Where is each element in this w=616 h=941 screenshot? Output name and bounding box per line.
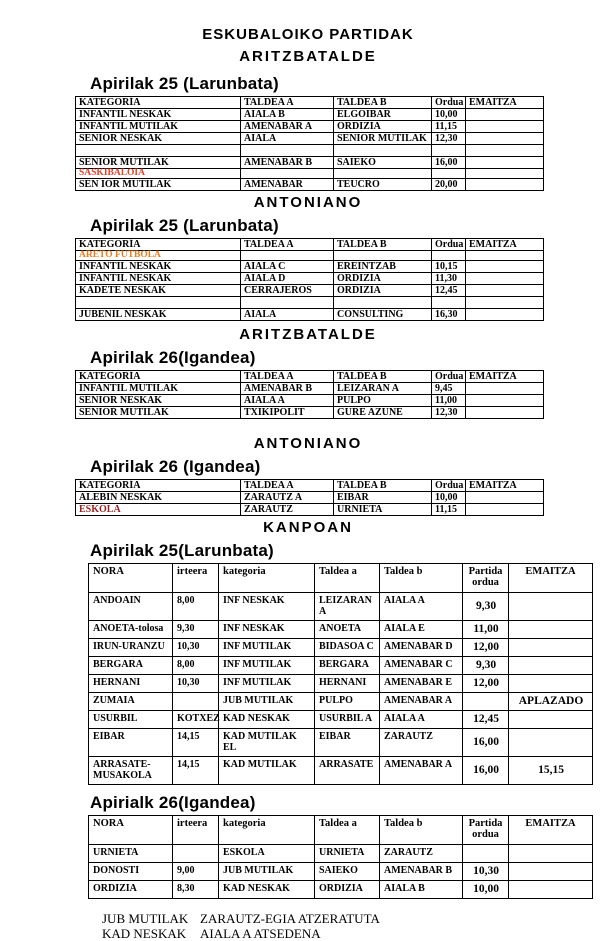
table-cell: 9,30 (463, 657, 509, 675)
table-cell: ORDIZIA (315, 881, 380, 899)
table-cell: SASKIBALOIA (76, 169, 241, 179)
table-cell: ESKOLA (219, 845, 315, 863)
column-header: NORA (89, 564, 173, 593)
table-cell: 9,30 (463, 593, 509, 621)
table-cell (509, 675, 593, 693)
table-cell: 14,15 (173, 729, 219, 757)
column-header: TALDEA B (334, 371, 432, 383)
table-cell (466, 297, 544, 309)
table-cell: 10,15 (432, 261, 466, 273)
column-header: TALDEA A (241, 239, 334, 251)
venue-title-aritzbatalde-apr26: ARITZBATALDE (239, 326, 377, 343)
column-header: KATEGORÍA (76, 480, 241, 492)
table-row (76, 407, 544, 419)
table-row (76, 285, 544, 297)
table-cell (76, 145, 241, 157)
footer-note-jub-mutilak (102, 911, 616, 926)
table-cell: AIALA E (380, 621, 463, 639)
table-cell (173, 845, 219, 863)
table-cell: KAD MUTILAK (219, 757, 315, 785)
table-cell (463, 845, 509, 863)
table-cell: 12,45 (463, 711, 509, 729)
table-cell: 11,00 (463, 621, 509, 639)
table-cell (466, 383, 544, 395)
table-row (89, 675, 593, 693)
table-cell (76, 297, 241, 309)
table-cell: IRUN-URANZU (89, 639, 173, 657)
away-matches-table-apr26 (88, 815, 593, 899)
table-cell: 10,30 (173, 639, 219, 657)
table-row (76, 273, 544, 285)
footer-note-text: ZARAUTZ-EGIA ATZERATUTA (200, 911, 380, 926)
table-cell (432, 297, 466, 309)
table-cell: ELGOIBAR (334, 109, 432, 121)
header-row (76, 371, 544, 383)
table-cell: AMENABAR B (241, 157, 334, 169)
table-cell: EIBAR (315, 729, 380, 757)
table-cell: KADETE NESKAK (76, 285, 241, 297)
table-cell: AIALA D (241, 273, 334, 285)
table-cell (466, 504, 544, 516)
table-cell: INF MUTILAK (219, 639, 315, 657)
table-cell: AIALA (241, 133, 334, 145)
column-header: kategoria (219, 564, 315, 593)
venue-title-aritzbatalde-apr25: ARITZBATALDE (239, 48, 377, 65)
table-row (89, 757, 593, 785)
table-cell: KAD NESKAK (219, 881, 315, 899)
table-cell: AIALA B (380, 881, 463, 899)
table-cell: URNIETA (315, 845, 380, 863)
column-header: Partida ordua (463, 816, 509, 845)
table-cell: ORDIZIA (334, 285, 432, 297)
table-cell: AMENABAR B (241, 383, 334, 395)
table-cell: EIBAR (89, 729, 173, 757)
table-cell: AIALA B (241, 109, 334, 121)
column-header: TALDEA A (241, 371, 334, 383)
table-cell (509, 729, 593, 757)
footer-note-text: AIALA A ATSEDENA (200, 926, 321, 941)
table-cell: 9,45 (432, 383, 466, 395)
page-title: ESKUBALOIKO PARTIDAK (202, 26, 414, 43)
table-cell: ANOETA-tolosa (89, 621, 173, 639)
table-row (89, 729, 593, 757)
date-heading-apr25-larunbata-2: Apirilak 25 (Larunbata) (90, 216, 279, 235)
table-cell: ORDIZIA (334, 121, 432, 133)
column-header: Ordua (432, 239, 466, 251)
table-cell: SENIOR MUTILAK (76, 157, 241, 169)
table-cell: 11,30 (432, 273, 466, 285)
table-row (76, 179, 544, 191)
table-cell: HERNANI (315, 675, 380, 693)
table-row (76, 133, 544, 145)
column-header: KATEGORÍA (76, 239, 241, 251)
table-cell: SENIOR MUTILAK (334, 133, 432, 145)
table-cell: ORDIZIA (334, 273, 432, 285)
table-cell: GURE AZUNE (334, 407, 432, 419)
table-cell: AIALA A (380, 593, 463, 621)
table-cell: AMENABAR C (380, 657, 463, 675)
matches-table-aritzbatalde-apr26 (75, 370, 544, 419)
table-cell: INFANTIL NESKAK (76, 273, 241, 285)
table-cell: INFANTIL NESKAK (76, 109, 241, 121)
table-cell: AMENABAR A (380, 693, 463, 711)
date-heading-kanpoan-apr26: Apirialk 26(Igandea) (90, 793, 256, 812)
table-cell (466, 309, 544, 321)
table-cell: ARRASATE (315, 757, 380, 785)
column-header: EMAITZA (466, 371, 544, 383)
table-row (89, 863, 593, 881)
table-row (76, 261, 544, 273)
matches-table-antoniano-apr25 (75, 238, 544, 321)
table-cell: URNIETA (89, 845, 173, 863)
table-cell: 11,15 (432, 121, 466, 133)
table-cell: ZUMAIA (89, 693, 173, 711)
column-header: Ordua (432, 480, 466, 492)
table-cell (334, 145, 432, 157)
table-cell: 14,15 (173, 757, 219, 785)
column-header: irteera (173, 564, 219, 593)
table-cell: AIALA A (241, 395, 334, 407)
date-heading-apr26-igandea-2: Apirilak 26 (Igandea) (90, 457, 261, 476)
column-header: Partida ordua (463, 564, 509, 593)
table-cell (466, 169, 544, 179)
table-cell: PULPO (315, 693, 380, 711)
table-cell: KOTXEZ (173, 711, 219, 729)
table-cell (466, 157, 544, 169)
table-cell: HERNANI (89, 675, 173, 693)
table-cell: INFANTIL NESKAK (76, 261, 241, 273)
date-heading-apr25-larunbata: Apirilak 25 (Larunbata) (90, 74, 279, 93)
table-cell: 10,30 (463, 863, 509, 881)
table-cell: ARRASATE-MUSAKOLA (89, 757, 173, 785)
column-header: EMAITZA (509, 564, 593, 593)
table-cell: AIALA C (241, 261, 334, 273)
table-cell: SEN IOR MUTILAK (76, 179, 241, 191)
column-header: EMAITZA (466, 480, 544, 492)
table-cell (466, 145, 544, 157)
table-row (89, 621, 593, 639)
header-row (76, 480, 544, 492)
table-row (76, 121, 544, 133)
table-cell (466, 395, 544, 407)
header-row (89, 816, 593, 845)
table-cell: EIBAR (334, 492, 432, 504)
column-header: EMAITZA (466, 239, 544, 251)
table-cell: 12,30 (432, 133, 466, 145)
table-cell (432, 251, 466, 261)
table-cell (466, 179, 544, 191)
footer-note-kad-neskak (102, 926, 616, 941)
table-cell (463, 693, 509, 711)
table-cell: SENIOR MUTILAK (76, 407, 241, 419)
table-cell: SENIOR NESKAK (76, 133, 241, 145)
table-cell (466, 251, 544, 261)
table-cell (241, 297, 334, 309)
table-cell: 16,30 (432, 309, 466, 321)
column-header: TALDEA B (334, 480, 432, 492)
table-cell: LEIZARAN A (334, 383, 432, 395)
table-cell: 9,30 (173, 621, 219, 639)
table-row (76, 504, 544, 516)
column-header: Ordua (432, 97, 466, 109)
table-cell: 10,30 (173, 675, 219, 693)
table-cell (466, 121, 544, 133)
table-cell: APLAZADO (509, 693, 593, 711)
table-cell: 16,00 (432, 157, 466, 169)
table-cell: ANOETA (315, 621, 380, 639)
table-cell: ESKOLA (76, 504, 241, 516)
table-cell: ARETO FUTBOLA (76, 251, 241, 261)
table-cell: AMENABAR A (380, 757, 463, 785)
table-cell: 10,00 (463, 881, 509, 899)
table-cell: 8,00 (173, 657, 219, 675)
table-cell: AIALA A (380, 711, 463, 729)
column-header: Taldea a (315, 564, 380, 593)
table-cell: SAIEKO (334, 157, 432, 169)
table-row (89, 881, 593, 899)
away-matches-table-apr25 (88, 563, 593, 785)
table-cell: 12,00 (463, 639, 509, 657)
table-cell: BERGARA (315, 657, 380, 675)
column-header: KATEGORÍA (76, 97, 241, 109)
column-header: Taldea b (380, 564, 463, 593)
table-row (76, 145, 544, 157)
footer-note-category: JUB MUTILAK (102, 911, 189, 926)
table-cell: EREINTZAB (334, 261, 432, 273)
table-cell: JUB MUTILAK (219, 693, 315, 711)
table-row (76, 297, 544, 309)
date-heading-apr26-igandea: Apirilak 26(Igandea) (90, 348, 256, 367)
handball-schedule-document (0, 26, 616, 941)
table-cell: 11,00 (432, 395, 466, 407)
table-cell: AMENABAR E (380, 675, 463, 693)
table-cell: 10,00 (432, 109, 466, 121)
table-cell (241, 169, 334, 179)
table-cell: ZARAUTZ A (241, 492, 334, 504)
header-row (76, 97, 544, 109)
column-header: Taldea a (315, 816, 380, 845)
table-row (76, 395, 544, 407)
table-cell (509, 711, 593, 729)
table-cell: ORDIZIA (89, 881, 173, 899)
table-cell (509, 657, 593, 675)
table-cell: 16,00 (463, 757, 509, 785)
column-header: NORA (89, 816, 173, 845)
table-cell (466, 109, 544, 121)
table-cell: ALEBIN NESKAK (76, 492, 241, 504)
column-header: TALDEA A (241, 97, 334, 109)
header-row (89, 564, 593, 593)
table-cell: 15,15 (509, 757, 593, 785)
column-header: Ordua (432, 371, 466, 383)
table-row (89, 693, 593, 711)
table-cell (334, 169, 432, 179)
table-row (76, 251, 544, 261)
venue-title-antoniano-apr25: ANTONIANO (253, 194, 363, 211)
table-cell: LEIZARAN A (315, 593, 380, 621)
table-cell: AMENABAR (241, 179, 334, 191)
table-cell: INF MUTILAK (219, 657, 315, 675)
table-cell (509, 863, 593, 881)
table-cell (173, 693, 219, 711)
table-cell: AIALA (241, 309, 334, 321)
table-cell (466, 273, 544, 285)
table-cell: AMENABAR D (380, 639, 463, 657)
table-cell: INFANTIL MUTILAK (76, 383, 241, 395)
table-cell: ANDOAIN (89, 593, 173, 621)
column-header: irteera (173, 816, 219, 845)
table-cell (466, 133, 544, 145)
table-cell: 16,00 (463, 729, 509, 757)
table-cell: ZARAUTZ (380, 729, 463, 757)
table-cell: INF NESKAK (219, 621, 315, 639)
column-header: TALDEA B (334, 97, 432, 109)
table-cell: KAD MUTILAK EL (219, 729, 315, 757)
table-cell: 9,00 (173, 863, 219, 881)
column-header: KATEGORÍA (76, 371, 241, 383)
table-cell (466, 492, 544, 504)
table-cell: 12,30 (432, 407, 466, 419)
column-header: EMAITZA (509, 816, 593, 845)
table-cell: INFANTIL MUTILAK (76, 121, 241, 133)
table-row (76, 109, 544, 121)
table-cell (334, 297, 432, 309)
footer-note-category: KAD NESKAK (102, 926, 187, 941)
table-cell (509, 881, 593, 899)
table-cell (432, 145, 466, 157)
table-cell (241, 251, 334, 261)
footer-notes (102, 911, 616, 941)
table-row (76, 492, 544, 504)
venue-title-antoniano-apr26: ANTONIANO (253, 435, 363, 452)
column-header: kategoria (219, 816, 315, 845)
table-cell: 20,00 (432, 179, 466, 191)
table-cell (466, 285, 544, 297)
date-heading-kanpoan-apr25: Apirilak 25(Larunbata) (90, 541, 274, 560)
table-cell: 8,30 (173, 881, 219, 899)
table-row (89, 639, 593, 657)
table-cell: 12,45 (432, 285, 466, 297)
table-row (76, 383, 544, 395)
table-row (89, 593, 593, 621)
table-cell: PULPO (334, 395, 432, 407)
table-cell: BIDASOA C (315, 639, 380, 657)
table-row (76, 169, 544, 179)
table-cell: INF MUTILAK (219, 675, 315, 693)
column-header: EMAITZA (466, 97, 544, 109)
table-cell: 11,15 (432, 504, 466, 516)
column-header: TALDEA B (334, 239, 432, 251)
table-row (89, 711, 593, 729)
table-cell: ZARAUTZ (380, 845, 463, 863)
column-header: TALDEA A (241, 480, 334, 492)
table-cell: CONSULTING (334, 309, 432, 321)
matches-table-aritzbatalde-apr25 (75, 96, 544, 191)
table-cell: URNIETA (334, 504, 432, 516)
table-cell: AMENABAR A (241, 121, 334, 133)
table-row (76, 309, 544, 321)
table-row (89, 657, 593, 675)
table-cell: AMENABAR B (380, 863, 463, 881)
table-cell (432, 169, 466, 179)
table-cell: USURBIL (89, 711, 173, 729)
table-cell: JUBENIL NESKAK (76, 309, 241, 321)
table-cell (466, 261, 544, 273)
matches-table-antoniano-apr26 (75, 479, 544, 516)
column-header: Taldea b (380, 816, 463, 845)
table-cell: ZARAUTZ (241, 504, 334, 516)
table-cell (509, 621, 593, 639)
table-cell (509, 593, 593, 621)
table-cell: KAD NESKAK (219, 711, 315, 729)
table-cell: DONOSTI (89, 863, 173, 881)
table-cell: SENIOR NESKAK (76, 395, 241, 407)
venue-title-kanpoan: KANPOAN (263, 519, 353, 536)
table-cell: JUB MUTILAK (219, 863, 315, 881)
table-cell: INF NESKAK (219, 593, 315, 621)
table-cell: CERRAJEROS (241, 285, 334, 297)
table-cell: 12,00 (463, 675, 509, 693)
table-row (76, 157, 544, 169)
table-cell: 10,00 (432, 492, 466, 504)
table-cell: BERGARA (89, 657, 173, 675)
table-cell (466, 407, 544, 419)
table-cell (509, 845, 593, 863)
table-cell (241, 145, 334, 157)
table-row (89, 845, 593, 863)
table-cell: 8,00 (173, 593, 219, 621)
header-row (76, 239, 544, 251)
table-cell (509, 639, 593, 657)
table-cell: TXIKIPOLIT (241, 407, 334, 419)
table-cell: USURBIL A (315, 711, 380, 729)
table-cell: SAIEKO (315, 863, 380, 881)
table-cell: TEUCRO (334, 179, 432, 191)
table-cell (334, 251, 432, 261)
